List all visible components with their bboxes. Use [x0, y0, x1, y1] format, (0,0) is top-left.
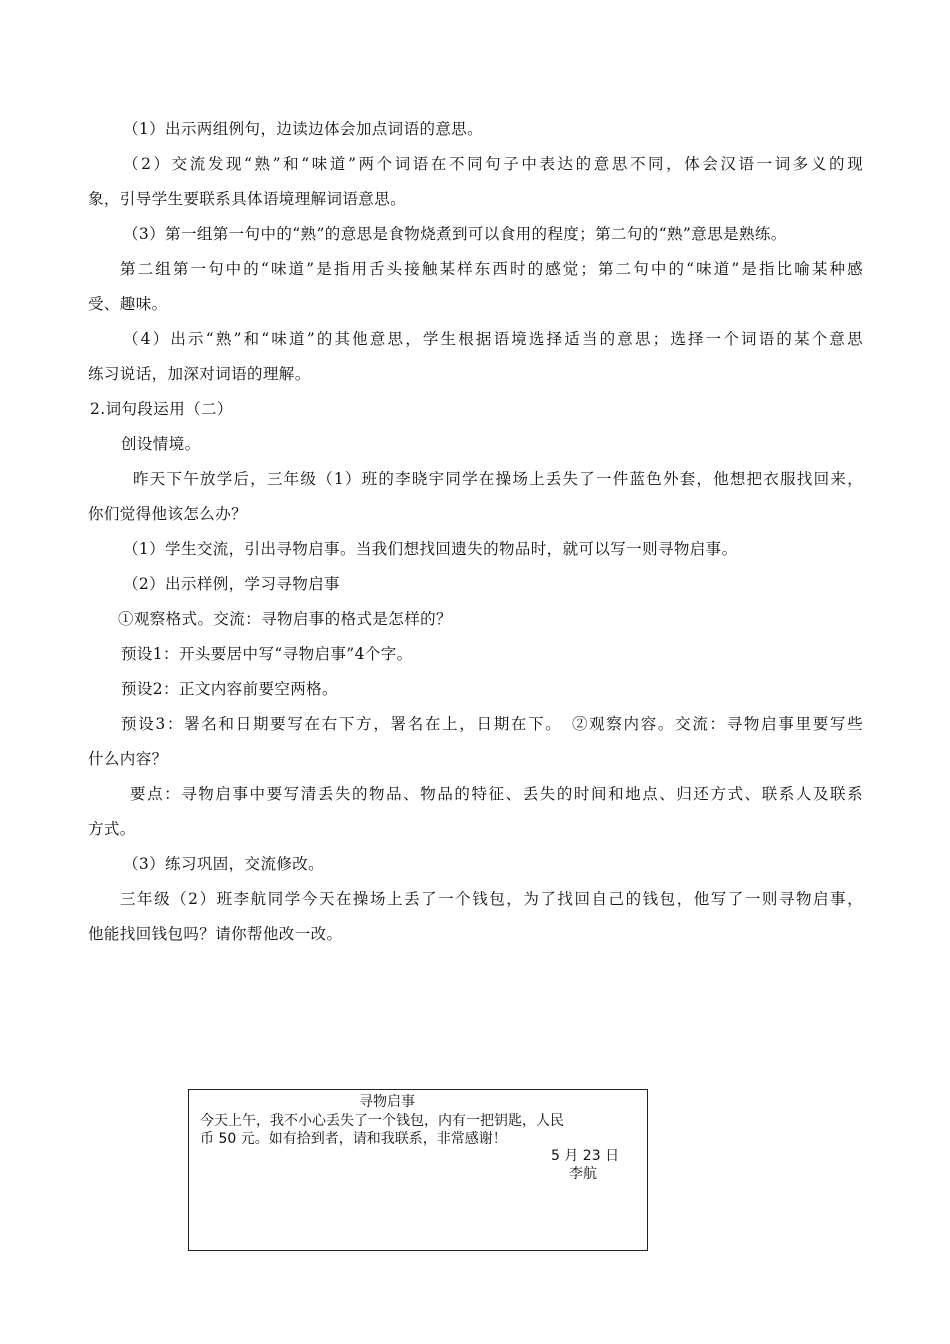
paragraph-observe-format: ①观察格式。交流：寻物启事的格式是怎样的？: [118, 610, 452, 628]
paragraph-task-line-1: 三年级（2）班李航同学今天在操场上丢了一个钱包，为了找回自己的钱包，他写了一则寻物启事，: [120, 890, 863, 908]
paragraph-preset-3-line-1: 预设3：署名和日期要写在右下方，署名在上，日期在下。 ②观察内容。交流：寻物启事里要写些: [121, 715, 863, 733]
paragraph-step-4-line-2: 练习说话，加深对词语的理解。: [88, 365, 311, 383]
paragraph-task-line-2: 他能找回钱包吗？请你帮他改一改。: [88, 925, 343, 943]
paragraph-step-2-line-1: （2）交流发现“熟”和“味道”两个词语在不同句子中表达的意思不同，体会汉语一词多义的现: [123, 155, 863, 173]
paragraph-key-points-line-2: 方式。: [88, 820, 136, 838]
paragraph-example: （2）出示样例，学习寻物启事: [123, 575, 340, 593]
paragraph-preset-3-line-2: 什么内容？: [88, 750, 168, 768]
notice-body-line-2: 币 50 元。如有拾到者，请和我联系，非常感谢！: [200, 1131, 507, 1147]
notice-body-line-1: 今天上午，我不小心丢失了一个钱包，内有一把钥匙，人民: [200, 1113, 564, 1129]
paragraph-group-2-line-1: 第二组第一句中的“味道”是指用舌头接触某样东西时的感觉；第二句中的“味道”是指比喻某种感: [120, 260, 863, 278]
paragraph-exchange: （1）学生交流，引出寻物启事。当我们想找回遗失的物品时，就可以写一则寻物启事。: [123, 540, 738, 558]
section-heading: 2.词句段运用（二）: [90, 400, 233, 418]
paragraph-preset-1: 预设1：开头要居中写“寻物启事”4个字。: [121, 645, 413, 663]
paragraph-scenario-line-2: 你们觉得他该怎么办？: [88, 505, 248, 523]
lost-item-notice-box: [188, 1089, 648, 1251]
paragraph-step-1: （1）出示两组例句，边读边体会加点词语的意思。: [123, 120, 484, 138]
paragraph-key-points-line-1: 要点：寻物启事中要写清丢失的物品、物品的特征、丢失的时间和地点、归还方式、联系人及联系: [130, 785, 863, 803]
paragraph-step-3: （3）第一组第一句中的“熟”的意思是食物烧煮到可以食用的程度；第二句的“熟”意思是熟练。: [123, 225, 787, 243]
paragraph-step-4-line-1: （4）出示“熟”和“味道”的其他意思，学生根据语境选择适当的意思；选择一个词语的某个意思: [123, 330, 863, 348]
notice-signature: 李航: [569, 1166, 597, 1182]
notice-date: 5 月 23 日: [551, 1148, 620, 1164]
paragraph-practice: （3）练习巩固，交流修改。: [123, 855, 325, 873]
paragraph-group-2-line-2: 受、趣味。: [88, 295, 168, 313]
paragraph-preset-2: 预设2：正文内容前要空两格。: [121, 680, 338, 698]
paragraph-scenario-title: 创设情境。: [121, 435, 201, 453]
paragraph-scenario-line-1: 昨天下午放学后，三年级（1）班的李晓宇同学在操场上丢失了一件蓝色外套，他想把衣服找回来，: [133, 470, 863, 488]
paragraph-step-2-line-2: 象，引导学生要联系具体语境理解词语意思。: [88, 190, 407, 208]
notice-title: 寻物启事: [359, 1094, 415, 1110]
